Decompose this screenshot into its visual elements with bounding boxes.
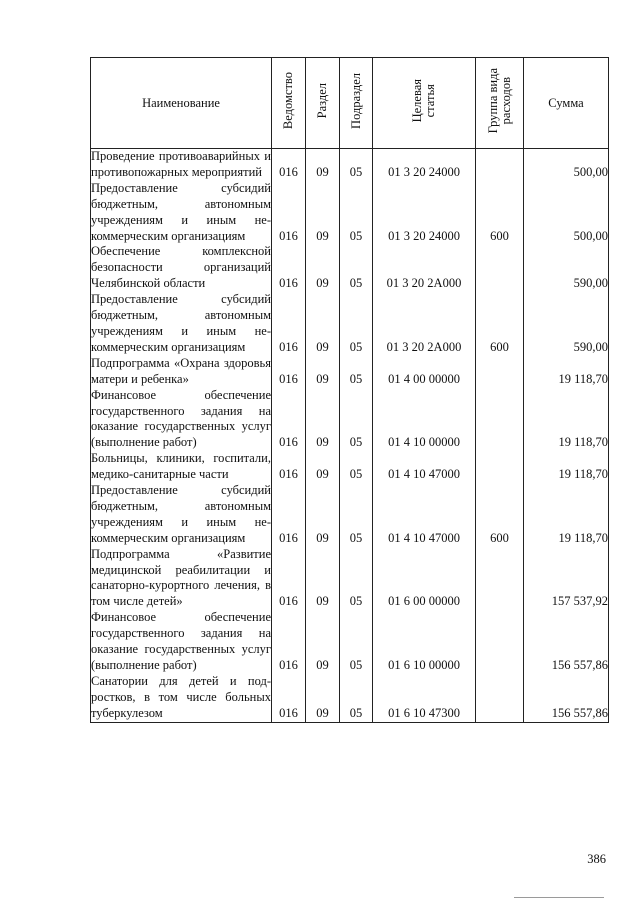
- row-gruppa: [476, 610, 524, 674]
- row-name: Санатории для детей и подростков, в том числе больных туберкулезом: [91, 674, 272, 722]
- row-celevaya-statya: 01 4 10 47000: [373, 483, 476, 547]
- row-vedomstvo: 016: [272, 451, 306, 483]
- row-vedomstvo: 016: [272, 292, 306, 356]
- row-name: Предоставление субсидий бюджетным, автономным учреждениям и иным некоммерческим организациям: [91, 292, 271, 354]
- row-summa: 500,00: [524, 181, 609, 245]
- table-row: [91, 244, 609, 292]
- row-summa: 156 557,86: [524, 610, 609, 674]
- row-gruppa: 600: [476, 292, 524, 356]
- header-name: Наименование: [91, 58, 272, 149]
- row-celevaya-statya: 01 3 20 2А000: [373, 292, 476, 356]
- row-podrazdel: 05: [340, 149, 373, 181]
- table-row: [91, 451, 609, 483]
- row-celevaya-statya: 01 3 20 2А000: [373, 244, 476, 292]
- row-name: Подпрограмма «Охрана здоровья матери и ребенка»: [91, 355, 271, 386]
- row-gruppa: [476, 674, 524, 722]
- row-podrazdel: 05: [340, 388, 373, 452]
- row-gruppa: [476, 388, 524, 452]
- row-podrazdel: 05: [340, 483, 373, 547]
- row-vedomstvo: 016: [272, 483, 306, 547]
- row-name: Финансовое обеспечение государственного задания на оказание государственных услуг (выполнение работ): [91, 387, 271, 450]
- table-row: [91, 388, 609, 452]
- row-vedomstvo: 016: [272, 181, 306, 245]
- table-row: [91, 547, 609, 611]
- row-podrazdel: 05: [340, 547, 373, 611]
- page-number: 386: [587, 852, 606, 866]
- row-gruppa: [476, 547, 524, 611]
- footer-rule: [514, 897, 604, 898]
- table-row: [91, 181, 609, 245]
- row-vedomstvo: 016: [272, 610, 306, 674]
- row-summa: 590,00: [524, 244, 609, 292]
- row-celevaya-statya: 01 4 10 47000: [373, 451, 476, 483]
- header-celevaya-statya: Целевая статья: [373, 58, 476, 149]
- row-razdel: 09: [306, 547, 340, 611]
- row-razdel: 09: [306, 149, 340, 181]
- row-vedomstvo: 016: [272, 547, 306, 611]
- row-name: Предоставление субсидий бюджетным, автономным учреждениям и иным некоммерческим организациям: [91, 180, 271, 243]
- row-name: Подпрограмма «Развитие медицинской реабилитации и санаторно-курортного лечения, в том числе детей»: [91, 546, 271, 609]
- row-podrazdel: 05: [340, 181, 373, 245]
- header-gruppa-vida-rashodov: Группа вида расходов: [476, 58, 524, 149]
- row-gruppa: [476, 451, 524, 483]
- table-row: [91, 674, 609, 722]
- row-razdel: 09: [306, 181, 340, 245]
- row-summa: 19 118,70: [524, 356, 609, 388]
- row-razdel: 09: [306, 610, 340, 674]
- table-row: [91, 292, 609, 356]
- row-celevaya-statya: 01 4 00 00000: [373, 356, 476, 388]
- row-summa: 19 118,70: [524, 388, 609, 452]
- row-podrazdel: 05: [340, 356, 373, 388]
- row-celevaya-statya: 01 4 10 00000: [373, 388, 476, 452]
- row-podrazdel: 05: [340, 674, 373, 722]
- row-gruppa: [476, 244, 524, 292]
- table-row: [91, 356, 609, 388]
- table-row: [91, 610, 609, 674]
- row-podrazdel: 05: [340, 451, 373, 483]
- row-gruppa: 600: [476, 181, 524, 245]
- header-podrazdel: Подраздел: [340, 58, 373, 149]
- row-name: Обеспечение комплексной безопасности организаций Челябинской области: [91, 244, 271, 291]
- row-name: Проведение противоаварийных и противопожарных мероприятий: [91, 149, 271, 179]
- row-razdel: 09: [306, 388, 340, 452]
- header-summa: Сумма: [524, 58, 609, 149]
- row-gruppa: 600: [476, 483, 524, 547]
- row-razdel: 09: [306, 356, 340, 388]
- row-vedomstvo: 016: [272, 356, 306, 388]
- row-summa: 500,00: [524, 149, 609, 181]
- row-celevaya-statya: 01 6 10 00000: [373, 610, 476, 674]
- table-row: [91, 149, 609, 181]
- row-summa: 157 537,92: [524, 547, 609, 611]
- row-summa: 590,00: [524, 292, 609, 356]
- row-vedomstvo: 016: [272, 244, 306, 292]
- row-vedomstvo: 016: [272, 674, 306, 722]
- budget-table: [90, 57, 609, 723]
- row-podrazdel: 05: [340, 244, 373, 292]
- row-razdel: 09: [306, 483, 340, 547]
- row-name: Предоставление субсидий бюджетным, автономным учреждениям и иным некоммерческим организациям: [91, 483, 271, 545]
- row-name: Больницы, клиники, госпитали, медико-санитарные части: [91, 451, 271, 482]
- row-celevaya-statya: 01 6 00 00000: [373, 547, 476, 611]
- header-vedomstvo: Ведомство: [272, 58, 306, 149]
- row-summa: 19 118,70: [524, 451, 609, 483]
- row-celevaya-statya: 01 3 20 24000: [373, 149, 476, 181]
- row-gruppa: [476, 356, 524, 388]
- row-vedomstvo: 016: [272, 149, 306, 181]
- row-podrazdel: 05: [340, 610, 373, 674]
- row-name: Финансовое обеспечение государственного задания на оказание государственных услуг (выполнение работ): [91, 610, 271, 672]
- row-gruppa: [476, 149, 524, 181]
- row-vedomstvo: 016: [272, 388, 306, 452]
- row-razdel: 09: [306, 244, 340, 292]
- header-razdel: Раздел: [306, 58, 340, 149]
- table-row: [91, 483, 609, 547]
- row-summa: 19 118,70: [524, 483, 609, 547]
- row-celevaya-statya: 01 3 20 24000: [373, 181, 476, 245]
- row-razdel: 09: [306, 674, 340, 722]
- row-podrazdel: 05: [340, 292, 373, 356]
- table-body: [91, 149, 609, 723]
- table-header-row: [91, 58, 609, 149]
- row-razdel: 09: [306, 292, 340, 356]
- row-celevaya-statya: 01 6 10 47300: [373, 674, 476, 722]
- row-summa: 156 557,86: [524, 674, 609, 722]
- row-razdel: 09: [306, 451, 340, 483]
